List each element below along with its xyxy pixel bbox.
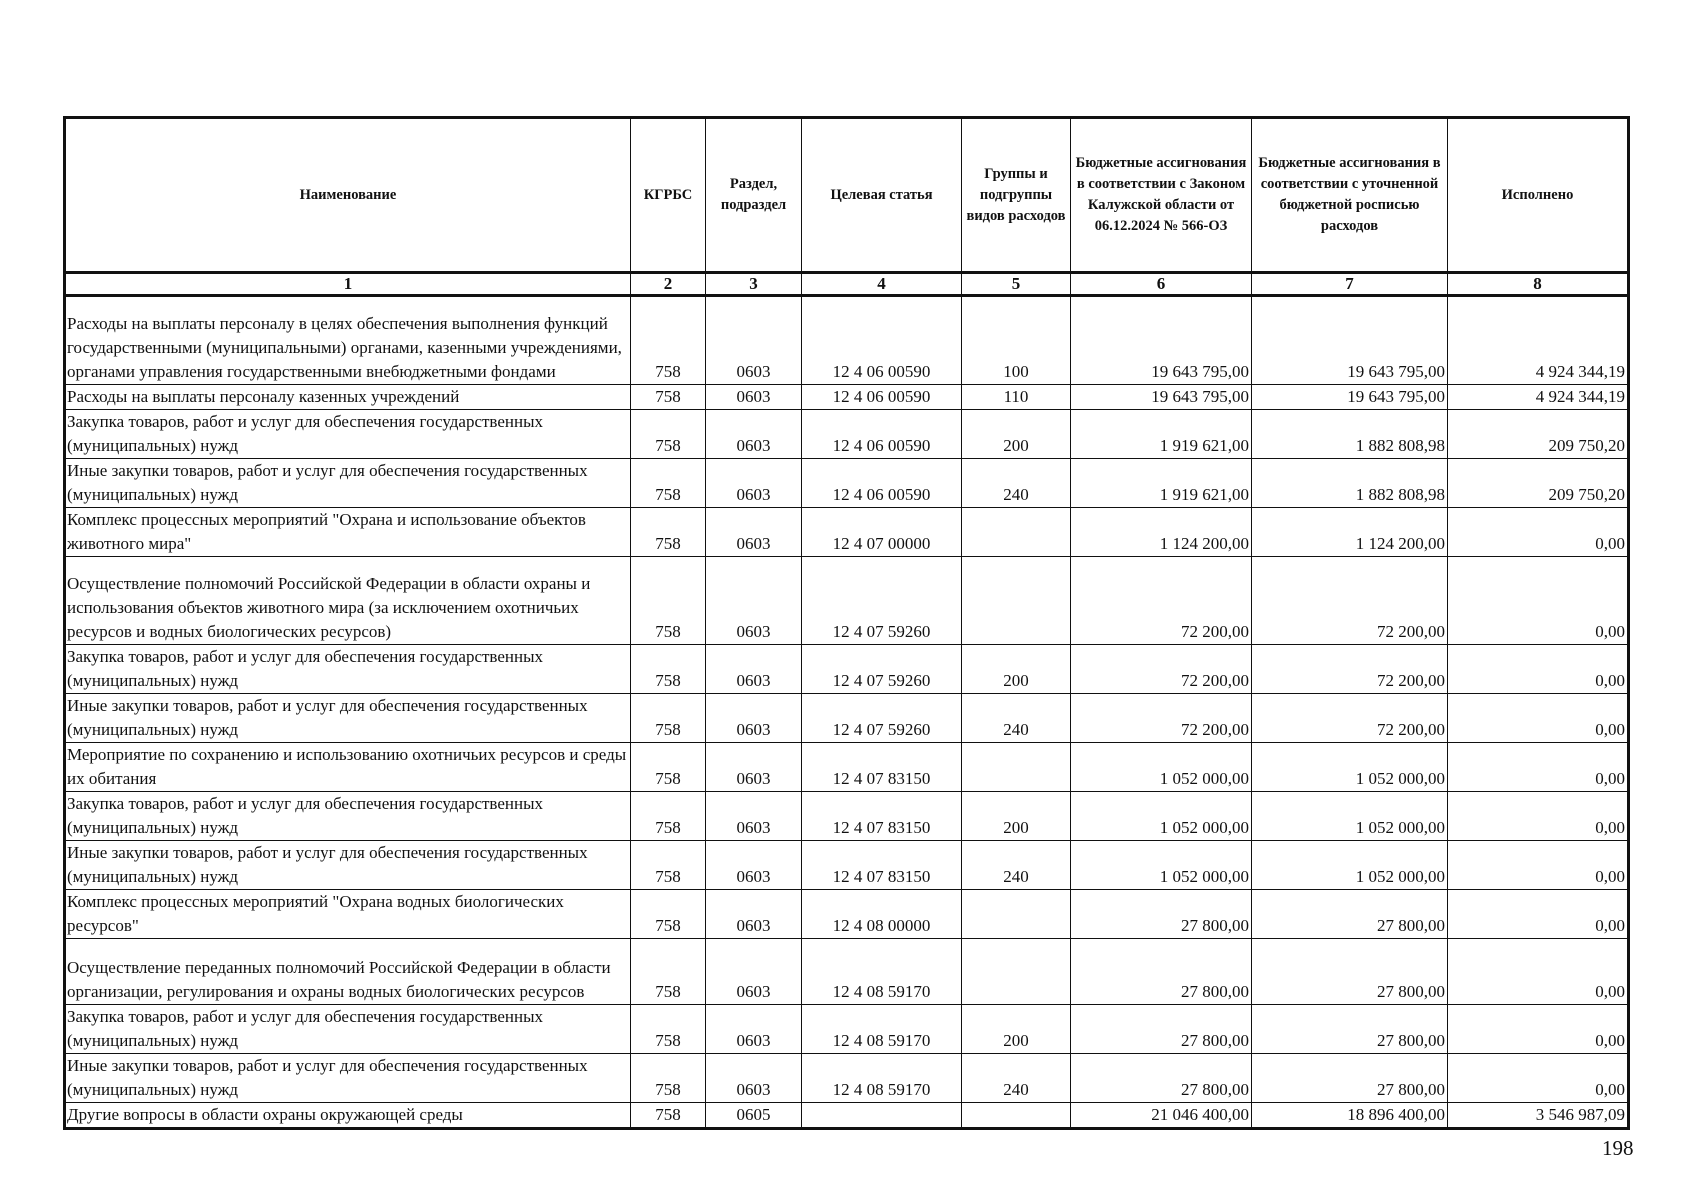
row-kgrbs: 758	[631, 890, 706, 939]
row-name: Другие вопросы в области охраны окружающей среды	[65, 1103, 631, 1129]
row-name: Закупка товаров, работ и услуг для обеспечения государственных (муниципальных) нужд	[65, 410, 631, 459]
column-number: 5	[962, 273, 1071, 296]
row-law-allocation: 27 800,00	[1071, 890, 1252, 939]
row-section: 0605	[706, 1103, 802, 1129]
column-number-row	[65, 273, 1629, 296]
column-number: 3	[706, 273, 802, 296]
row-expense-group	[962, 508, 1071, 557]
row-expense-group	[962, 743, 1071, 792]
budget-sheet	[63, 116, 1630, 1130]
header-expense-group: Группы и подгруппы видов расходов	[962, 118, 1071, 273]
row-roster-allocation: 19 643 795,00	[1252, 385, 1448, 410]
row-expense-group: 200	[962, 645, 1071, 694]
header-row	[65, 118, 1629, 273]
row-target-item: 12 4 07 83150	[802, 841, 962, 890]
budget-table	[63, 116, 1630, 1130]
table-row	[65, 1005, 1629, 1054]
row-expense-group: 240	[962, 841, 1071, 890]
row-executed: 4 924 344,19	[1448, 296, 1629, 385]
row-kgrbs: 758	[631, 841, 706, 890]
row-target-item: 12 4 06 00590	[802, 459, 962, 508]
row-name: Закупка товаров, работ и услуг для обеспечения государственных (муниципальных) нужд	[65, 792, 631, 841]
column-number: 1	[65, 273, 631, 296]
row-roster-allocation: 1 052 000,00	[1252, 792, 1448, 841]
row-kgrbs: 758	[631, 557, 706, 645]
row-expense-group	[962, 1103, 1071, 1129]
row-kgrbs: 758	[631, 1103, 706, 1129]
row-roster-allocation: 1 882 808,98	[1252, 410, 1448, 459]
row-target-item: 12 4 08 00000	[802, 890, 962, 939]
row-law-allocation: 27 800,00	[1071, 939, 1252, 1005]
row-roster-allocation: 27 800,00	[1252, 1054, 1448, 1103]
row-executed: 0,00	[1448, 841, 1629, 890]
row-kgrbs: 758	[631, 694, 706, 743]
row-section: 0603	[706, 645, 802, 694]
row-kgrbs: 758	[631, 385, 706, 410]
row-name: Расходы на выплаты персоналу казенных учреждений	[65, 385, 631, 410]
header-section: Раздел, подраздел	[706, 118, 802, 273]
row-name: Мероприятие по сохранению и использованию охотничьих ресурсов и среды их обитания	[65, 743, 631, 792]
row-law-allocation: 72 200,00	[1071, 645, 1252, 694]
row-roster-allocation: 72 200,00	[1252, 645, 1448, 694]
row-law-allocation: 72 200,00	[1071, 694, 1252, 743]
row-roster-allocation: 27 800,00	[1252, 939, 1448, 1005]
row-name: Закупка товаров, работ и услуг для обеспечения государственных (муниципальных) нужд	[65, 1005, 631, 1054]
row-law-allocation: 1 052 000,00	[1071, 792, 1252, 841]
row-executed: 0,00	[1448, 1005, 1629, 1054]
row-section: 0603	[706, 296, 802, 385]
row-expense-group: 240	[962, 459, 1071, 508]
row-roster-allocation: 1 052 000,00	[1252, 841, 1448, 890]
row-law-allocation: 1 919 621,00	[1071, 410, 1252, 459]
row-expense-group: 200	[962, 1005, 1071, 1054]
row-expense-group	[962, 890, 1071, 939]
row-expense-group: 200	[962, 792, 1071, 841]
table-row	[65, 385, 1629, 410]
row-target-item: 12 4 08 59170	[802, 1005, 962, 1054]
row-section: 0603	[706, 841, 802, 890]
row-section: 0603	[706, 410, 802, 459]
row-section: 0603	[706, 385, 802, 410]
row-target-item: 12 4 06 00590	[802, 385, 962, 410]
row-roster-allocation: 1 882 808,98	[1252, 459, 1448, 508]
row-name: Комплекс процессных мероприятий "Охрана водных биологических ресурсов"	[65, 890, 631, 939]
row-section: 0603	[706, 939, 802, 1005]
row-kgrbs: 758	[631, 296, 706, 385]
row-target-item: 12 4 08 59170	[802, 939, 962, 1005]
row-executed: 0,00	[1448, 939, 1629, 1005]
row-law-allocation: 27 800,00	[1071, 1054, 1252, 1103]
row-name: Закупка товаров, работ и услуг для обеспечения государственных (муниципальных) нужд	[65, 645, 631, 694]
row-executed: 4 924 344,19	[1448, 385, 1629, 410]
row-expense-group	[962, 557, 1071, 645]
row-target-item: 12 4 07 59260	[802, 557, 962, 645]
table-row	[65, 743, 1629, 792]
row-kgrbs: 758	[631, 645, 706, 694]
row-executed: 0,00	[1448, 694, 1629, 743]
row-name: Иные закупки товаров, работ и услуг для обеспечения государственных (муниципальных) нужд	[65, 1054, 631, 1103]
row-law-allocation: 1 919 621,00	[1071, 459, 1252, 508]
row-roster-allocation: 19 643 795,00	[1252, 296, 1448, 385]
row-kgrbs: 758	[631, 1005, 706, 1054]
row-executed: 0,00	[1448, 792, 1629, 841]
row-kgrbs: 758	[631, 508, 706, 557]
row-law-allocation: 27 800,00	[1071, 1005, 1252, 1054]
row-section: 0603	[706, 694, 802, 743]
row-law-allocation: 21 046 400,00	[1071, 1103, 1252, 1129]
row-executed: 0,00	[1448, 890, 1629, 939]
row-executed: 0,00	[1448, 557, 1629, 645]
column-number: 7	[1252, 273, 1448, 296]
row-name: Комплекс процессных мероприятий "Охрана и использование объектов животного мира"	[65, 508, 631, 557]
table-row	[65, 459, 1629, 508]
row-kgrbs: 758	[631, 939, 706, 1005]
row-expense-group: 100	[962, 296, 1071, 385]
row-law-allocation: 19 643 795,00	[1071, 296, 1252, 385]
row-kgrbs: 758	[631, 1054, 706, 1103]
row-section: 0603	[706, 557, 802, 645]
row-executed: 0,00	[1448, 743, 1629, 792]
row-section: 0603	[706, 1054, 802, 1103]
row-name: Осуществление полномочий Российской Федерации в области охраны и использования объектов животного мира (за исключением охотничьих ресурсов и водных биологических ресурсов)	[65, 557, 631, 645]
row-roster-allocation: 27 800,00	[1252, 1005, 1448, 1054]
row-roster-allocation: 18 896 400,00	[1252, 1103, 1448, 1129]
row-expense-group: 110	[962, 385, 1071, 410]
row-law-allocation: 72 200,00	[1071, 557, 1252, 645]
row-law-allocation: 1 052 000,00	[1071, 743, 1252, 792]
header-executed: Исполнено	[1448, 118, 1629, 273]
row-law-allocation: 19 643 795,00	[1071, 385, 1252, 410]
row-executed: 0,00	[1448, 645, 1629, 694]
column-number: 2	[631, 273, 706, 296]
row-section: 0603	[706, 508, 802, 557]
table-row	[65, 890, 1629, 939]
row-roster-allocation: 72 200,00	[1252, 694, 1448, 743]
row-target-item: 12 4 07 59260	[802, 694, 962, 743]
row-executed: 209 750,20	[1448, 459, 1629, 508]
table-row	[65, 792, 1629, 841]
column-number: 6	[1071, 273, 1252, 296]
table-body	[65, 296, 1629, 1129]
table-row	[65, 694, 1629, 743]
row-name: Осуществление переданных полномочий Российской Федерации в области организации, регулирования и охраны водных биологических ресурсов	[65, 939, 631, 1005]
table-row	[65, 841, 1629, 890]
row-expense-group: 240	[962, 694, 1071, 743]
table-row	[65, 939, 1629, 1005]
table-row	[65, 410, 1629, 459]
row-roster-allocation: 1 124 200,00	[1252, 508, 1448, 557]
row-name: Иные закупки товаров, работ и услуг для обеспечения государственных (муниципальных) нужд	[65, 459, 631, 508]
row-kgrbs: 758	[631, 410, 706, 459]
row-target-item: 12 4 07 83150	[802, 743, 962, 792]
row-executed: 0,00	[1448, 1054, 1629, 1103]
row-name: Иные закупки товаров, работ и услуг для обеспечения государственных (муниципальных) нужд	[65, 841, 631, 890]
row-expense-group: 200	[962, 410, 1071, 459]
column-number: 8	[1448, 273, 1629, 296]
header-roster-allocation: Бюджетные ассигнования в соответствии с уточненной бюджетной росписью расходов	[1252, 118, 1448, 273]
row-kgrbs: 758	[631, 743, 706, 792]
header-kgrbs: КГРБС	[631, 118, 706, 273]
row-section: 0603	[706, 459, 802, 508]
header-law-allocation: Бюджетные ассигнования в соответствии с Законом Калужской области от 06.12.2024 № 566-ОЗ	[1071, 118, 1252, 273]
row-section: 0603	[706, 792, 802, 841]
row-target-item: 12 4 08 59170	[802, 1054, 962, 1103]
row-expense-group	[962, 939, 1071, 1005]
table-row	[65, 645, 1629, 694]
page-number: 198	[1602, 1136, 1634, 1160]
header-target-item: Целевая статья	[802, 118, 962, 273]
table-row	[65, 1103, 1629, 1129]
row-target-item: 12 4 06 00590	[802, 296, 962, 385]
row-target-item	[802, 1103, 962, 1129]
row-target-item: 12 4 07 59260	[802, 645, 962, 694]
row-roster-allocation: 1 052 000,00	[1252, 743, 1448, 792]
row-target-item: 12 4 07 83150	[802, 792, 962, 841]
row-target-item: 12 4 06 00590	[802, 410, 962, 459]
row-section: 0603	[706, 743, 802, 792]
row-kgrbs: 758	[631, 792, 706, 841]
row-name: Иные закупки товаров, работ и услуг для обеспечения государственных (муниципальных) нужд	[65, 694, 631, 743]
table-row	[65, 557, 1629, 645]
row-law-allocation: 1 052 000,00	[1071, 841, 1252, 890]
table-row	[65, 296, 1629, 385]
row-executed: 209 750,20	[1448, 410, 1629, 459]
row-name: Расходы на выплаты персоналу в целях обеспечения выполнения функций государственными (муниципальными) органами, казенными учреждениями, органами управления государственными внебюджетными фондами	[65, 296, 631, 385]
row-executed: 0,00	[1448, 508, 1629, 557]
table-row	[65, 1054, 1629, 1103]
row-expense-group: 240	[962, 1054, 1071, 1103]
row-executed: 3 546 987,09	[1448, 1103, 1629, 1129]
column-number: 4	[802, 273, 962, 296]
row-law-allocation: 1 124 200,00	[1071, 508, 1252, 557]
row-target-item: 12 4 07 00000	[802, 508, 962, 557]
header-name: Наименование	[65, 118, 631, 273]
row-kgrbs: 758	[631, 459, 706, 508]
row-roster-allocation: 72 200,00	[1252, 557, 1448, 645]
table-row	[65, 508, 1629, 557]
row-section: 0603	[706, 1005, 802, 1054]
row-roster-allocation: 27 800,00	[1252, 890, 1448, 939]
row-section: 0603	[706, 890, 802, 939]
